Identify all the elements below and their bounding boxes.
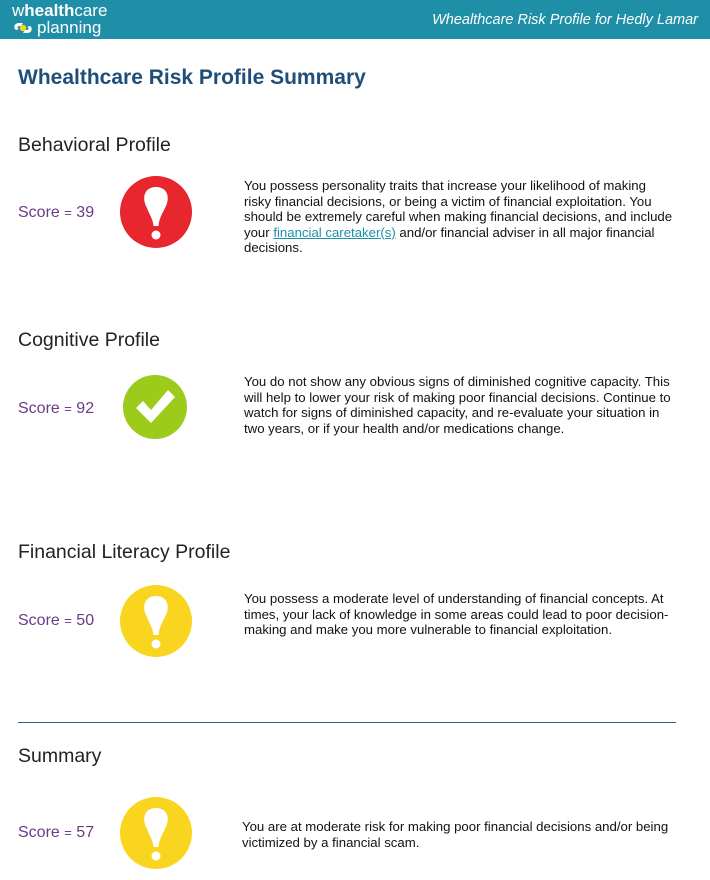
financial-caretaker-link[interactable]: financial caretaker(s) [273,224,396,240]
financial-literacy-description: You possess a moderate level of understanding of financial concepts. At times, your lack of knowledge in some areas could lead to poor decision-making and make you more vulnerable to financial exploitation. [244,591,669,637]
score-equals: = [64,401,72,416]
cognitive-description: You do not show any obvious signs of diminished cognitive capacity. This will help to lower your risk of making poor financial decisions. Continue to watch for signs of diminished capacity, and re-evaluate your situation in two years, or if your health and/or medications change. [244,374,671,436]
logo-text-w: w [12,1,25,20]
summary-description: You are at moderate risk for making poor financial decisions and/or being victimized by a financial scam. [242,819,669,850]
logo-line2 [12,19,107,36]
summary-heading: Summary [18,745,102,767]
logo-line1 [12,2,107,19]
financial-literacy-score [18,612,94,630]
score-equals: = [64,825,72,840]
logo-mark-icon [12,20,34,36]
checkmark-icon [122,374,188,440]
behavioral-description [244,178,674,256]
cognitive-score [18,400,94,418]
score-label: Score [18,400,60,417]
logo-text-care: care [74,1,108,20]
page-title: Whealthcare Risk Profile Summary [18,66,366,89]
score-label: Score [18,204,60,221]
description-text: You possess personality traits that increase your likelihood of making risky financial decisions, or being a victim of financial exploitation. You should be extremely careful when making financial decisions, and include your [244,178,673,240]
logo-text-health: health [24,1,75,20]
score-value: 57 [76,824,95,841]
description-text-end: and/or financial adviser in all major financial decisions. [244,224,655,255]
header-bar [0,0,710,39]
score-equals: = [64,205,72,220]
cognitive-profile-heading: Cognitive Profile [18,329,160,351]
exclamation-icon [119,584,193,658]
logo-text-planning: planning [37,18,102,37]
section-divider [18,722,676,723]
behavioral-profile-heading: Behavioral Profile [18,134,171,156]
header-title: Whealthcare Risk Profile for Hedly Lamar [432,12,698,28]
score-equals: = [64,613,72,628]
logo[interactable] [12,2,107,36]
score-label: Score [18,612,60,629]
financial-literacy-heading: Financial Literacy Profile [18,541,231,563]
exclamation-icon [119,175,193,249]
summary-score [18,824,94,842]
behavioral-score [18,204,94,222]
score-value: 50 [76,612,95,629]
score-label: Score [18,824,60,841]
score-value: 39 [76,204,95,221]
score-value: 92 [76,400,95,417]
exclamation-icon [119,796,193,870]
